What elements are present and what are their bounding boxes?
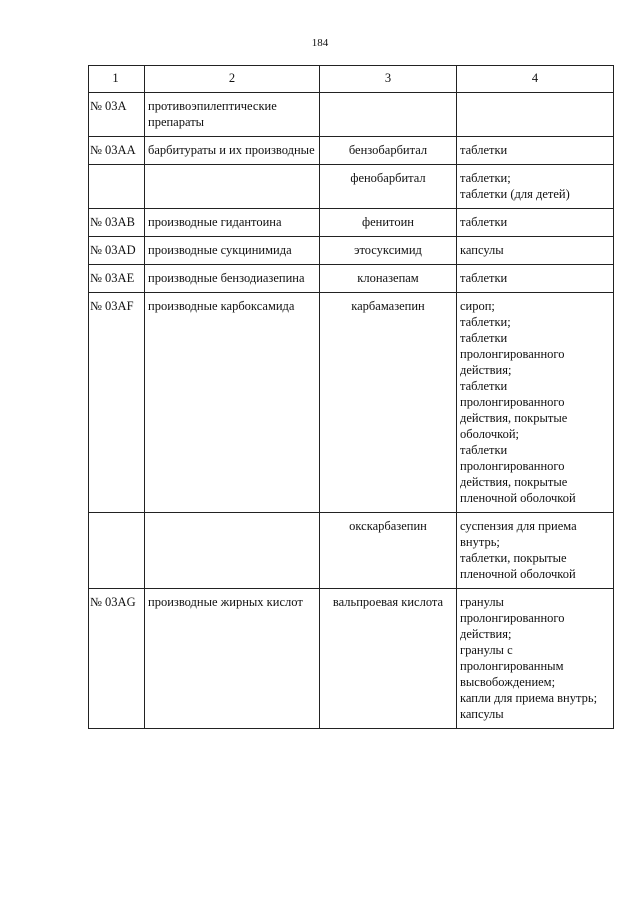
- dosage-form-item: капли для приема внутрь;: [460, 691, 598, 705]
- atc-code-cell: № 03AA: [89, 137, 145, 165]
- group-name-cell: [145, 165, 320, 209]
- group-name-cell: производные карбоксамида: [145, 293, 320, 513]
- group-name-cell: производные сукцинимида: [145, 237, 320, 265]
- dosage-forms-cell: [457, 209, 614, 237]
- atc-code-cell: № 03AD: [89, 237, 145, 265]
- dosage-form-item: таблетки;: [460, 315, 511, 329]
- dosage-forms-cell: [457, 265, 614, 293]
- dosage-forms-cell: [457, 93, 614, 137]
- dosage-form-item: гранулы пролонгированного действия;: [460, 595, 565, 641]
- group-name-cell: [145, 513, 320, 589]
- dosage-forms-cell: [457, 589, 614, 729]
- table-body: [89, 66, 614, 729]
- dosage-form-item: сироп;: [460, 299, 495, 313]
- dosage-form-item: гранулы с пролонгированным высвобождением;: [460, 643, 564, 689]
- table-row: [89, 209, 614, 237]
- header-cell-3: 3: [320, 66, 457, 93]
- dosage-form-item: таблетки пролонгированного действия, покрытые пленочной оболочкой: [460, 443, 576, 505]
- dosage-form-item: таблетки, покрытые пленочной оболочкой: [460, 551, 576, 581]
- dosage-form-item: капсулы: [460, 707, 504, 721]
- group-name-cell: производные бензодиазепина: [145, 265, 320, 293]
- dosage-form-item: таблетки пролонгированного действия;: [460, 331, 565, 377]
- dosage-form-item: таблетки: [460, 143, 508, 157]
- table-row: [89, 293, 614, 513]
- drug-name-cell: окскарбазепин: [320, 513, 457, 589]
- drug-name-cell: фенобарбитал: [320, 165, 457, 209]
- header-cell-1: 1: [89, 66, 145, 93]
- atc-code-cell: № 03AG: [89, 589, 145, 729]
- dosage-form-item: таблетки: [460, 215, 508, 229]
- drug-name-cell: [320, 93, 457, 137]
- dosage-forms-cell: [457, 165, 614, 209]
- header-cell-2: 2: [145, 66, 320, 93]
- dosage-forms-cell: [457, 137, 614, 165]
- table-row: [89, 93, 614, 137]
- dosage-forms-cell: [457, 237, 614, 265]
- header-cell-4: 4: [457, 66, 614, 93]
- atc-code-cell: № 03AB: [89, 209, 145, 237]
- atc-code-cell: [89, 165, 145, 209]
- page-number: 184: [311, 37, 329, 49]
- table-row: [89, 165, 614, 209]
- dosage-form-item: суспензия для приема внутрь;: [460, 519, 577, 549]
- table-row: [89, 513, 614, 589]
- group-name-cell: производные гидантоина: [145, 209, 320, 237]
- dosage-form-item: капсулы: [460, 243, 504, 257]
- drug-name-cell: этосуксимид: [320, 237, 457, 265]
- group-name-cell: производные жирных кислот: [145, 589, 320, 729]
- drug-name-cell: бензобарбитал: [320, 137, 457, 165]
- atc-code-cell: № 03AE: [89, 265, 145, 293]
- group-name-cell: барбитураты и их производные: [145, 137, 320, 165]
- atc-code-cell: № 03AF: [89, 293, 145, 513]
- drug-name-cell: карбамазепин: [320, 293, 457, 513]
- group-name-cell: противоэпилептические препараты: [145, 93, 320, 137]
- table-row: [89, 265, 614, 293]
- table-row: [89, 589, 614, 729]
- table-row: [89, 237, 614, 265]
- table-row: [89, 137, 614, 165]
- table-header-row: [89, 66, 614, 93]
- atc-code-cell: [89, 513, 145, 589]
- atc-code-cell: № 03A: [89, 93, 145, 137]
- drug-name-cell: фенитоин: [320, 209, 457, 237]
- dosage-form-item: таблетки;: [460, 171, 511, 185]
- dosage-forms-cell: [457, 513, 614, 589]
- dosage-form-item: таблетки (для детей): [460, 187, 570, 201]
- drug-name-cell: клоназепам: [320, 265, 457, 293]
- drug-table: [88, 65, 614, 729]
- dosage-form-item: таблетки: [460, 271, 508, 285]
- drug-name-cell: вальпроевая кислота: [320, 589, 457, 729]
- dosage-forms-cell: [457, 293, 614, 513]
- dosage-form-item: таблетки пролонгированного действия, покрытые оболочкой;: [460, 379, 568, 441]
